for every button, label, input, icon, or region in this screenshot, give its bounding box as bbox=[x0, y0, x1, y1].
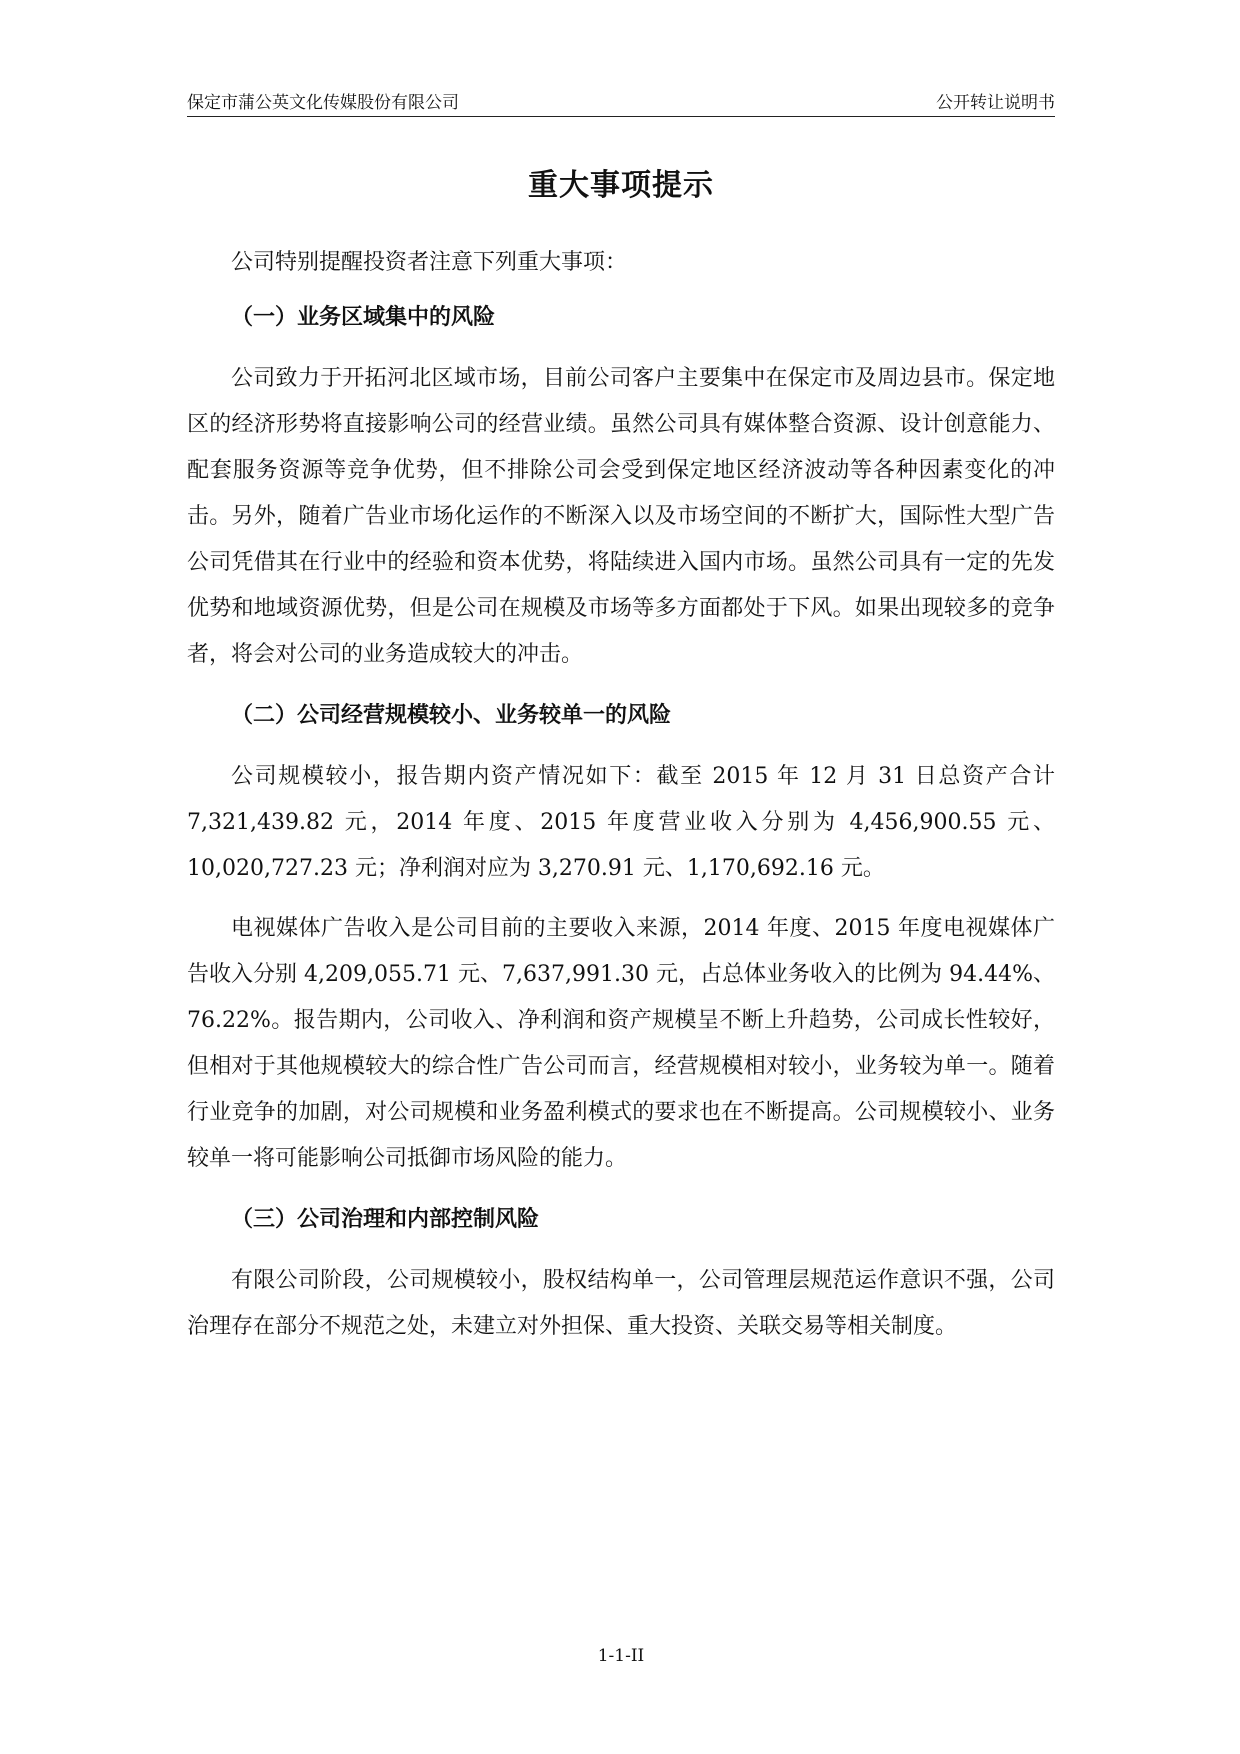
page-header bbox=[187, 84, 1055, 117]
intro-paragraph: 公司特别提醒投资者注意下列重大事项： bbox=[231, 250, 628, 275]
header-document-type: 公开转让说明书 bbox=[936, 93, 1055, 113]
section-governance-risk bbox=[187, 1196, 1055, 1350]
section-paragraph: 有限公司阶段，公司规模较小，股权结构单一，公司管理层规范运作意识不强，公司治理存在部分不规范之处，未建立对外担保、重大投资、关联交易等相关制度。 bbox=[187, 1268, 1055, 1339]
section-scale-risk bbox=[187, 692, 1055, 1182]
section-regional-risk bbox=[187, 294, 1055, 678]
section-paragraph: 公司规模较小，报告期内资产情况如下：截至 2015 年 12 月 31 日总资产合计 7,321,439.82 元，2014 年度、2015 年度营业收入分别为 4,456,900.55 元、10,020,727.23 元；净利润对应为 3,270.91 元、1,170,692.16 元。 bbox=[187, 764, 1055, 881]
page-number: 1-1-II bbox=[597, 1646, 645, 1666]
section-heading: （三）公司治理和内部控制风险 bbox=[231, 1206, 540, 1232]
document-body bbox=[187, 240, 1055, 1364]
section-paragraph: 公司致力于开拓河北区域市场，目前公司客户主要集中在保定市及周边县市。保定地区的经济形势将直接影响公司的经营业绩。虽然公司具有媒体整合资源、设计创意能力、配套服务资源等竞争优势，但不排除公司会受到保定地区经济波动等各种因素变化的冲击。另外，随着广告业市场化运作的不断深入以及市场空间的不断扩大，国际性大型广告公司凭借其在行业中的经验和资本优势，将陆续进入国内市场。虽然公司具有一定的先发优势和地域资源优势，但是公司在规模及市场等多方面都处于下风。如果出现较多的竞争者，将会对公司的业务造成较大的冲击。 bbox=[187, 366, 1055, 667]
section-heading: （二）公司经营规模较小、业务较单一的风险 bbox=[231, 702, 672, 728]
header-company-name: 保定市蒲公英文化传媒股份有限公司 bbox=[187, 93, 459, 113]
section-paragraph: 电视媒体广告收入是公司目前的主要收入来源，2014 年度、2015 年度电视媒体广告收入分别 4,209,055.71 元、7,637,991.30 元，占总体业务收入的比例为 94.44%、76.22%。报告期内，公司收入、净利润和资产规模呈不断上升趋势，公司成长性较好，但相对于其他规模较大的综合性广告公司而言，经营规模相对较小，业务较为单一。随着行业竞争的加剧，对公司规模和业务盈利模式的要求也在不断提高。公司规模较小、业务较单一将可能影响公司抵御市场风险的能力。 bbox=[187, 916, 1055, 1171]
document-title: 重大事项提示 bbox=[528, 168, 714, 203]
section-heading: （一）业务区域集中的风险 bbox=[231, 304, 496, 330]
